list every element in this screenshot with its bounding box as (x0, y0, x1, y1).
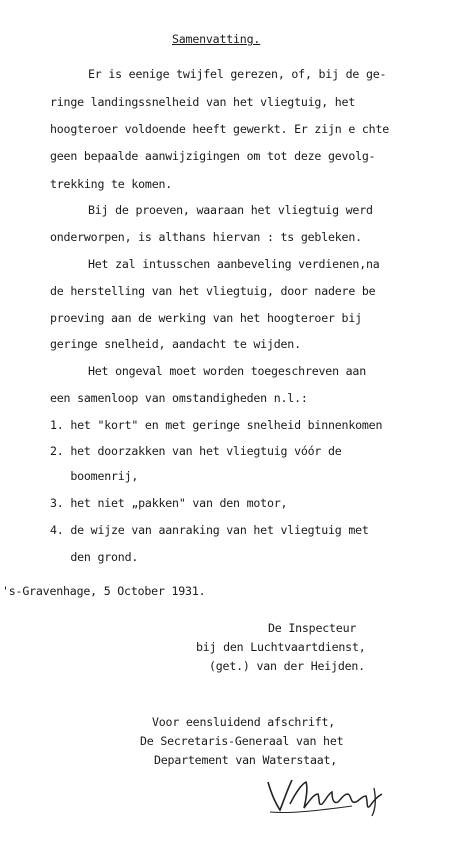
paragraph-3-line-4: geringe snelheid, aandacht te wijden. (50, 337, 301, 351)
paragraph-1-line-4: geen bepaalde aanwijzigingen om tot deze gevolg- (50, 149, 376, 163)
paragraph-4-line-1: Het ongeval moet worden toegeschreven aan (88, 364, 366, 378)
list-item-3: 3. het niet „pakken" van den motor, (50, 496, 288, 510)
list-item-4-continuation: den grond. (50, 550, 139, 564)
paragraph-2-line-2: onderworpen, is althans hiervan : ts gebleken. (50, 230, 362, 244)
paragraph-1-line-3: hoogteroer voldoende heeft gewerkt. Er zijn e chte (50, 122, 390, 136)
list-item-2-continuation: boomenrij, (50, 469, 139, 483)
place-and-date: 's-Gravenhage, 5 October 1931. (2, 584, 206, 598)
certification-line-3: Departement van Waterstaat, (154, 753, 338, 767)
certification-line-1: Voor eensluidend afschrift, (152, 715, 336, 729)
paragraph-3-line-2: de herstelling van het vliegtuig, door nadere be (50, 284, 376, 298)
signatory-title: De Inspecteur (268, 621, 357, 635)
paragraph-1-line-5: trekking te komen. (50, 177, 173, 191)
paragraph-1-line-1: Er is eenige twijfel gerezen, of, bij de ge- (88, 67, 387, 81)
handwritten-signature (262, 770, 392, 820)
document-title: Samenvatting. (172, 32, 261, 46)
paragraph-1-line-2: ringe landingssnelheid van het vliegtuig, het (50, 95, 356, 109)
list-item-2: 2. het doorzakken van het vliegtuig vóór de (50, 444, 342, 458)
list-item-4: 4. de wijze van aanraking van het vliegtuig met (50, 523, 369, 537)
list-item-1: 1. het "kort" en met geringe snelheid binnenkomen (50, 418, 383, 432)
paragraph-3-line-1: Het zal intusschen aanbeveling verdienen,na (88, 257, 380, 271)
signatory-department: bij den Luchtvaartdienst, (196, 640, 366, 654)
signatory-name: (get.) van der Heijden. (209, 659, 365, 673)
paragraph-2-line-1: Bij de proeven, waaraan het vliegtuig werd (88, 203, 373, 217)
paragraph-3-line-3: proeving aan de werking van het hoogteroer bij (50, 311, 362, 325)
certification-line-2: De Secretaris-Generaal van het (140, 734, 344, 748)
paragraph-4-line-2: een samenloop van omstandigheden n.l.: (50, 391, 308, 405)
